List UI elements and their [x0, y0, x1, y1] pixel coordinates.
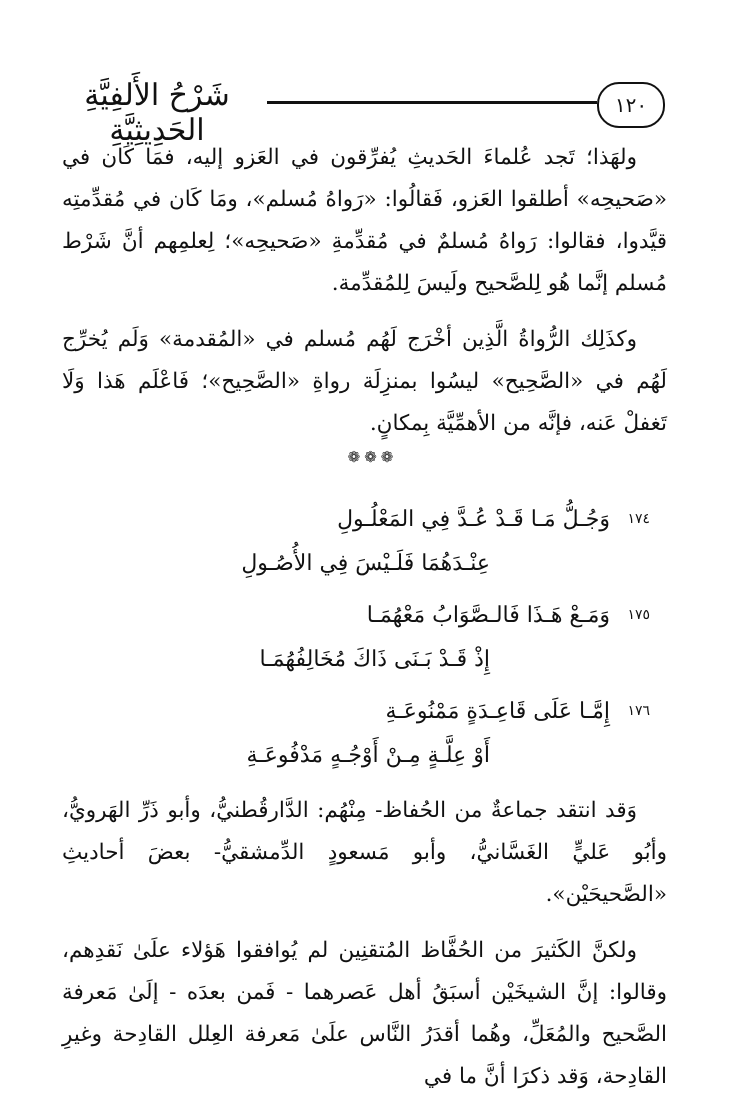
verse	[130, 499, 650, 595]
verse	[130, 595, 650, 691]
header-rule	[267, 101, 597, 104]
verse-number: ١٧٥	[627, 607, 650, 623]
paragraph: ولكنَّ الكَثيرَ من الحُفَّاظ المُتقنِين لم يُوافقوا هَؤلاء علَىٰ نَقدِهم، وقالوا: إنَّ الشيخَيْن أسبَقُ أهل عَصرهما - فَمن بعدَه - إلَىٰ مَعرفة الصَّحيح والمُعَلِّ، وهُما أقدَرُ النَّاس علَىٰ مَعرفة العِلل القادِحة وغيرِ القادِحة، وَقد ذكرَا أنَّ ما في	[62, 938, 667, 1089]
verse-first-hemistich: وَمَـعْ هَـذَا فَالـصَّوَابُ مَعْهُمَـا	[366, 603, 610, 628]
paragraph: ولهَذا؛ تَجد عُلماءَ الحَديثِ يُفرِّقون في العَزو إليه، فمَا كَان في «صَحيحِه» أطلقوا العَزو، فَقالُوا: «رَواهُ مُسلم»، ومَا كَان في مُقدِّمتِه قيَّدوا، فقالوا: رَواهُ مُسلمٌ في مُقدِّمةِ «صَحيحِه»؛ لِعلمِهم أنَّ شَرْط مُسلم إنَّما هُو لِلصَّحيح ولَيسَ لِلمُقدِّمة.	[62, 145, 667, 296]
verse-first-hemistich: وَجُـلُّ مَـا قَـدْ عُـدَّ فِي المَعْلُـولِ	[337, 507, 610, 532]
verse-number: ١٧٤	[627, 511, 650, 527]
verse-second-hemistich: عِنْـدَهُمَا فَلَـيْسَ فِي الأُصُـولِ	[241, 551, 490, 576]
section-separator: ❁❁❁	[347, 448, 398, 466]
running-title: شَرْحُ الأَلفِيَّةِ الحَدِيثِيَّةِ	[84, 78, 230, 148]
verse	[130, 691, 650, 787]
lower-text-block	[62, 790, 667, 1098]
paragraph: وَقد انتقد جماعةٌ من الحُفاظ- مِنْهُم: الدَّارقُطنيُّ، وأبو ذَرِّ الهَرويُّ، وأبُو عَليٍّ الغَسَّانيُّ، وأبو مَسعودٍ الدِّمشقيُّ- بعضَ أحاديثِ «الصَّحيحَيْن».	[62, 798, 667, 907]
page-number: ١٢٠	[597, 82, 665, 128]
paragraph: وكذَلِك الرُّواةُ الَّذِين أخْرَج لَهُم مُسلم في «المُقدمة» وَلَم يُخرِّج لَهُم في «الصَّحِيح» ليسُوا بمنزِلَة رواةِ «الصَّحِيح»؛ فَاعْلَم هَذا وَلَا تَغفلْ عَنه، فإنَّه من الأهمِّيَّة بِمكانٍ.	[62, 327, 667, 436]
upper-text-block	[62, 137, 667, 445]
verse-second-hemistich: إِذْ قَـدْ بَـنَى ذَاكَ مُخَالِفُهُمَـا	[259, 647, 490, 672]
page-header	[62, 70, 662, 148]
verse-second-hemistich: أَوْ عِلَّـةٍ مِـنْ أَوْجُـهٍ مَدْفُوعَـةِ	[246, 743, 490, 768]
verse-block	[130, 499, 650, 787]
verse-number: ١٧٦	[627, 703, 650, 719]
verse-first-hemistich: إِمَّـا عَلَى قَاعِـدَةٍ مَمْنُوعَـةِ	[385, 699, 610, 724]
